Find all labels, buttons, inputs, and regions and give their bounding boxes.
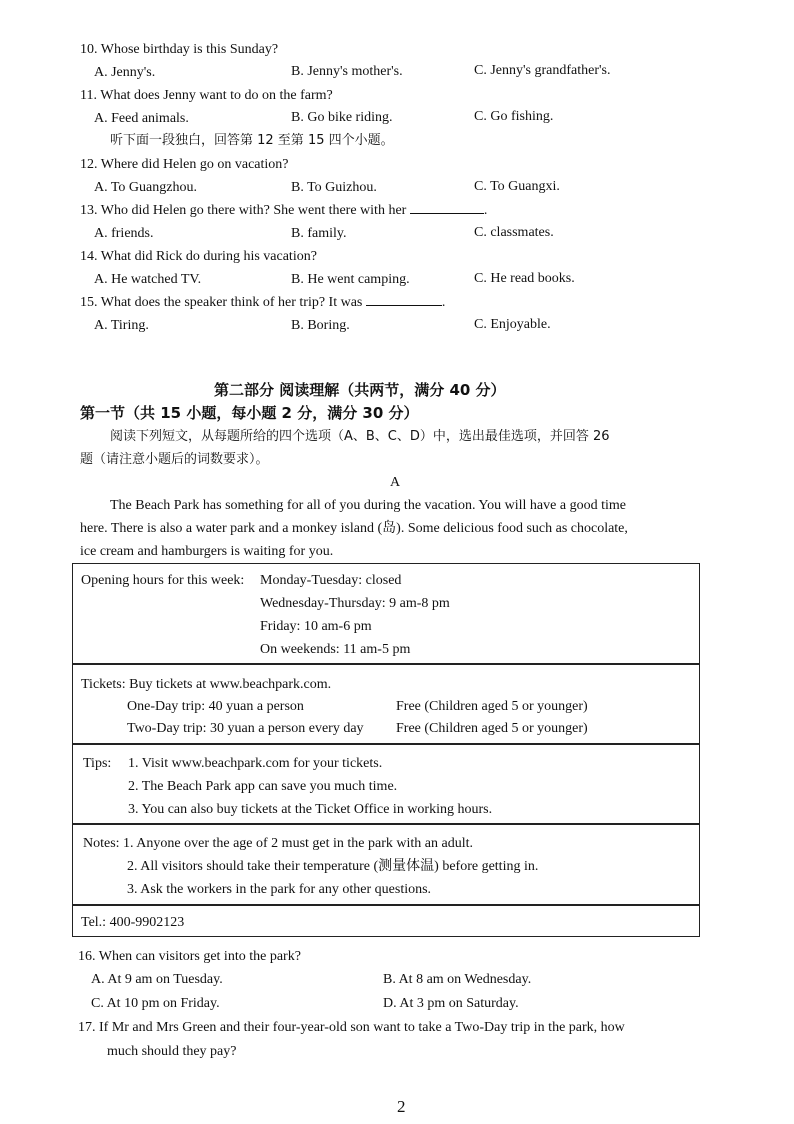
option-c: C. He read books. [474, 271, 575, 286]
option-b: B. Go bike riding. [291, 110, 393, 125]
notes-line: 2. All visitors should take their temperature (测量体温) before getting in. [127, 859, 539, 874]
hours-line: On weekends: 11 am-5 pm [260, 642, 411, 657]
question-number: 15. [80, 295, 98, 310]
option-a: A. To Guangzhou. [94, 180, 197, 195]
tips-box [72, 744, 700, 824]
stem-end: . [441, 295, 446, 310]
one-day-free: Free (Children aged 5 or younger) [396, 699, 588, 714]
answer-blank[interactable] [410, 213, 484, 214]
option-c: C. Go fishing. [474, 109, 554, 124]
hours-line: Wednesday-Thursday: 9 am-8 pm [260, 596, 450, 611]
question-11 [80, 89, 333, 103]
question-12 [80, 158, 289, 172]
option-c: C. To Guangxi. [474, 179, 560, 194]
question-number: 11. [80, 88, 97, 103]
question-stem: What does the speaker think of her trip? It was [100, 295, 363, 310]
option-b: B. Jenny's mother's. [291, 64, 403, 79]
opening-hours-box [72, 563, 700, 664]
question-stem: Where did Helen go on vacation? [100, 157, 289, 172]
tip-line: 2. The Beach Park app can save you much time. [128, 779, 398, 794]
option-b: B. He went camping. [291, 272, 410, 287]
question-stem: Whose birthday is this Sunday? [100, 42, 279, 57]
passage-line: The Beach Park has something for all of you during the vacation. You will have a good time [110, 498, 626, 513]
tel-box [72, 905, 700, 937]
tickets-line: Tickets: Buy tickets at www.beachpark.com. [81, 677, 332, 692]
option-b: B. To Guizhou. [291, 180, 377, 195]
tip-line: 3. You can also buy tickets at the Ticket Office in working hours. [128, 802, 493, 817]
tip-line: 1. Visit www.beachpark.com for your tickets. [128, 756, 383, 771]
directions-line-1: 阅读下列短文，从每题所给的四个选项（A、B、C、D）中，选出最佳选项，并回答 26 [110, 429, 610, 444]
notes-box [72, 824, 700, 905]
hours-line: Monday-Tuesday: closed [260, 573, 402, 588]
hours-line: Friday: 10 am-6 pm [260, 619, 372, 634]
question-stem: What does Jenny want to do on the farm? [100, 88, 333, 103]
option-a: A. friends. [94, 226, 154, 241]
notes-line: 3. Ask the workers in the park for any other questions. [127, 882, 432, 897]
section-title: 第一节（共 15 小题，每小题 2 分，满分 30 分） [80, 404, 419, 422]
option-c: C. Enjoyable. [474, 317, 551, 332]
option-c: C. classmates. [474, 225, 554, 240]
two-day-trip: Two-Day trip: 30 yuan a person every day [127, 721, 364, 736]
question-16: 16. When can visitors get into the park? [78, 949, 301, 964]
option-d: D. At 3 pm on Saturday. [383, 996, 519, 1011]
one-day-trip: One-Day trip: 40 yuan a person [127, 699, 304, 714]
option-a: A. Tiring. [94, 318, 149, 333]
opening-hours-label: Opening hours for this week: [81, 573, 245, 588]
option-b: B. Boring. [291, 318, 350, 333]
two-day-free: Free (Children aged 5 or younger) [396, 721, 588, 736]
question-14 [80, 250, 317, 264]
option-b: B. At 8 am on Wednesday. [383, 972, 532, 987]
question-17: 17. If Mr and Mrs Green and their four-year-old son want to take a Two-Day trip in the park, how [78, 1020, 625, 1035]
question-stem: What did Rick do during his vacation? [100, 249, 317, 264]
question-10 [80, 43, 278, 57]
question-number: 10. [80, 42, 98, 57]
passage-label: A [390, 475, 401, 490]
directions-line-2: 题（请注意小题后的词数要求）。 [80, 452, 269, 467]
question-15 [80, 296, 445, 310]
question-13 [80, 204, 487, 218]
part-title: 第二部分 阅读理解（共两节，满分 40 分） [214, 381, 506, 399]
page-number: 2 [397, 1097, 406, 1116]
tel-line: Tel.: 400-9902123 [81, 915, 185, 930]
listening-instruction: 听下面一段独白，回答第 12 至第 15 四个小题。 [110, 133, 394, 148]
question-number: 12. [80, 157, 98, 172]
option-a: A. He watched TV. [94, 272, 202, 287]
option-a: A. Jenny's. [94, 65, 156, 80]
tips-label: Tips: [83, 756, 112, 771]
stem-end: . [483, 203, 488, 218]
option-b: B. family. [291, 226, 347, 241]
tickets-box [72, 664, 700, 744]
question-17-line-2: much should they pay? [107, 1044, 237, 1059]
notes-line: Notes: 1. Anyone over the age of 2 must get in the park with an adult. [83, 836, 473, 851]
option-c: C. Jenny's grandfather's. [474, 63, 611, 78]
passage-line: ice cream and hamburgers is waiting for you. [80, 544, 334, 559]
question-number: 14. [80, 249, 98, 264]
option-a: A. Feed animals. [94, 111, 189, 126]
option-c: C. At 10 pm on Friday. [91, 996, 220, 1011]
answer-blank[interactable] [366, 305, 442, 306]
option-a: A. At 9 am on Tuesday. [91, 972, 223, 987]
question-stem: Who did Helen go there with? She went there with her [100, 203, 407, 218]
passage-line: here. There is also a water park and a monkey island (岛). Some delicious food such as chocolate, [80, 521, 628, 536]
question-number: 13. [80, 203, 98, 218]
